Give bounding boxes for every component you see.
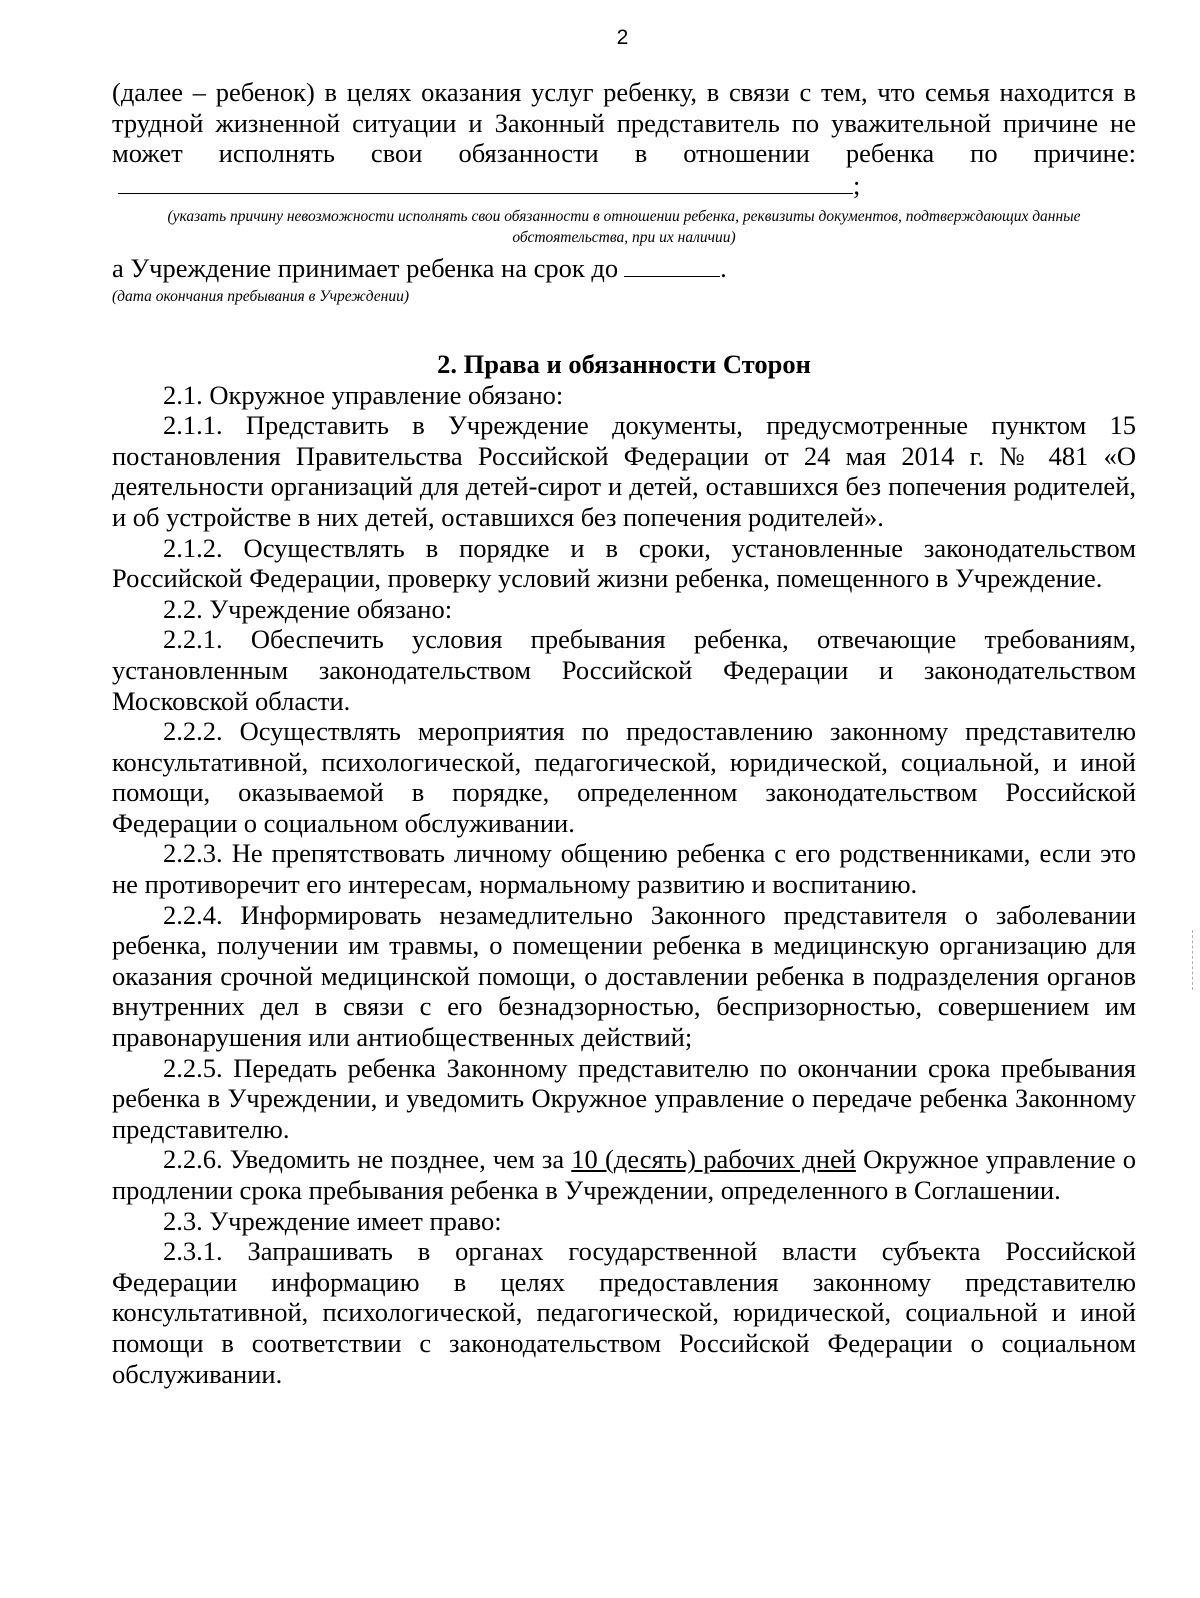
intro-paragraph [112,77,1136,200]
clause-2-3: 2.3. Учреждение имеет право: [163,1205,502,1236]
reason-blank-line [118,169,853,194]
clause-2-2-6-end: Окружное управление о продлении срока пребывания ребенка в Учреждении, определенного в Соглашении. [112,1144,1137,1205]
clause-2-1: 2.1. Окружное управление обязано: [163,379,564,410]
term-period: . [720,253,727,284]
clause-2-2-6 [112,1144,1136,1205]
term-text: а Учреждение принимает ребенка на срок до [112,253,619,284]
clause-2-2-4: 2.2.4. Информировать незамедлительно Законного представителя о заболевании ребенка, получении им травмы, о помещении ребенка в медицинскую организацию для оказания срочной медицинской помощи, о доставлении ребенка в подразделения органов внутренних дел в связи с его безнадзорностью, беспризорностью, совершением им правонарушения или антиобщественных действий; [112,899,1136,1053]
clause-2-1-1: 2.1.1. Представить в Учреждение документы, предусмотренные пунктом 15 постановления Правительства Российской Федерации от 24 мая 2014 г. № 481 «О деятельности организаций для детей-сирот и детей, оставшихся без попечения родителей, и об устройстве в них детей, оставшихся без попечения родителей». [112,410,1136,532]
date-blank-line [624,252,720,277]
clause-2-2-6-start: 2.2.6. Уведомить не позднее, чем за [163,1144,565,1175]
clause-2-2: 2.2. Учреждение обязано: [163,593,453,624]
clause-2-1-2: 2.1.2. Осуществлять в порядке и в сроки, установленные законодательством Российской Федерации, проверку условий жизни ребенка, помещенного в Учреждение. [112,532,1136,594]
clause-2-2-3: 2.2.3. Не препятствовать личному общению ребенка с его родственниками, если это не противоречит его интересам, нормальному развитию и воспитанию. [112,838,1136,900]
clause-2-2-6-deadline: 10 (десять) рабочих дней [571,1144,856,1175]
clause-2-3-1: 2.3.1. Запрашивать в органах государственной власти субъекта Российской Федерации информацию в целях предоставления законному представителю консультативной, психологической, педагогической, юридической, социальной и иной помощи в соответствии с законодательством Российской Федерации о социальном обслуживании. [112,1236,1136,1389]
page-number: 2 [616,26,629,49]
clause-2-2-2: 2.2.2. Осуществлять мероприятия по предоставлению законному представителю консультативной, психологической, педагогической, юридической, социальной, и иной помощи, оказываемой в порядке, определенном законодательством Российской Федерации о социальном обслуживании. [112,716,1136,838]
clause-2-2-5: 2.2.5. Передать ребенка Законному представителю по окончании срока пребывания ребенка в Учреждении, и уведомить Окружное управление о передаче ребенка Законному представителю. [112,1052,1136,1144]
clause-2-2-1: 2.2.1. Обеспечить условия пребывания ребенка, отвечающие требованиям, установленным законодательством Российской Федерации и законодательством Московской области. [112,624,1136,716]
date-note: (дата окончания пребывания в Учреждении) [112,287,409,305]
intro-text: (далее – ребенок) в целях оказания услуг ребенку, в связи с тем, что семья находится в трудной жизненной ситуации и Законный представитель по уважительной причине не может исполнять свои обязанности в отношении ребенка по причине: [112,77,1136,169]
reason-note: (указать причину невозможности исполнять свои обязанности в отношении ребенка, реквизиты документов, подтверждающих данные обстоятельства, при их наличии) [167,208,1081,247]
section-title: 2. Права и обязанности Сторон [437,348,811,379]
document-body [112,77,1136,1389]
intro-semicolon: ; [853,169,861,200]
term-paragraph [112,252,1136,284]
scan-margin-mark [1192,930,1194,990]
